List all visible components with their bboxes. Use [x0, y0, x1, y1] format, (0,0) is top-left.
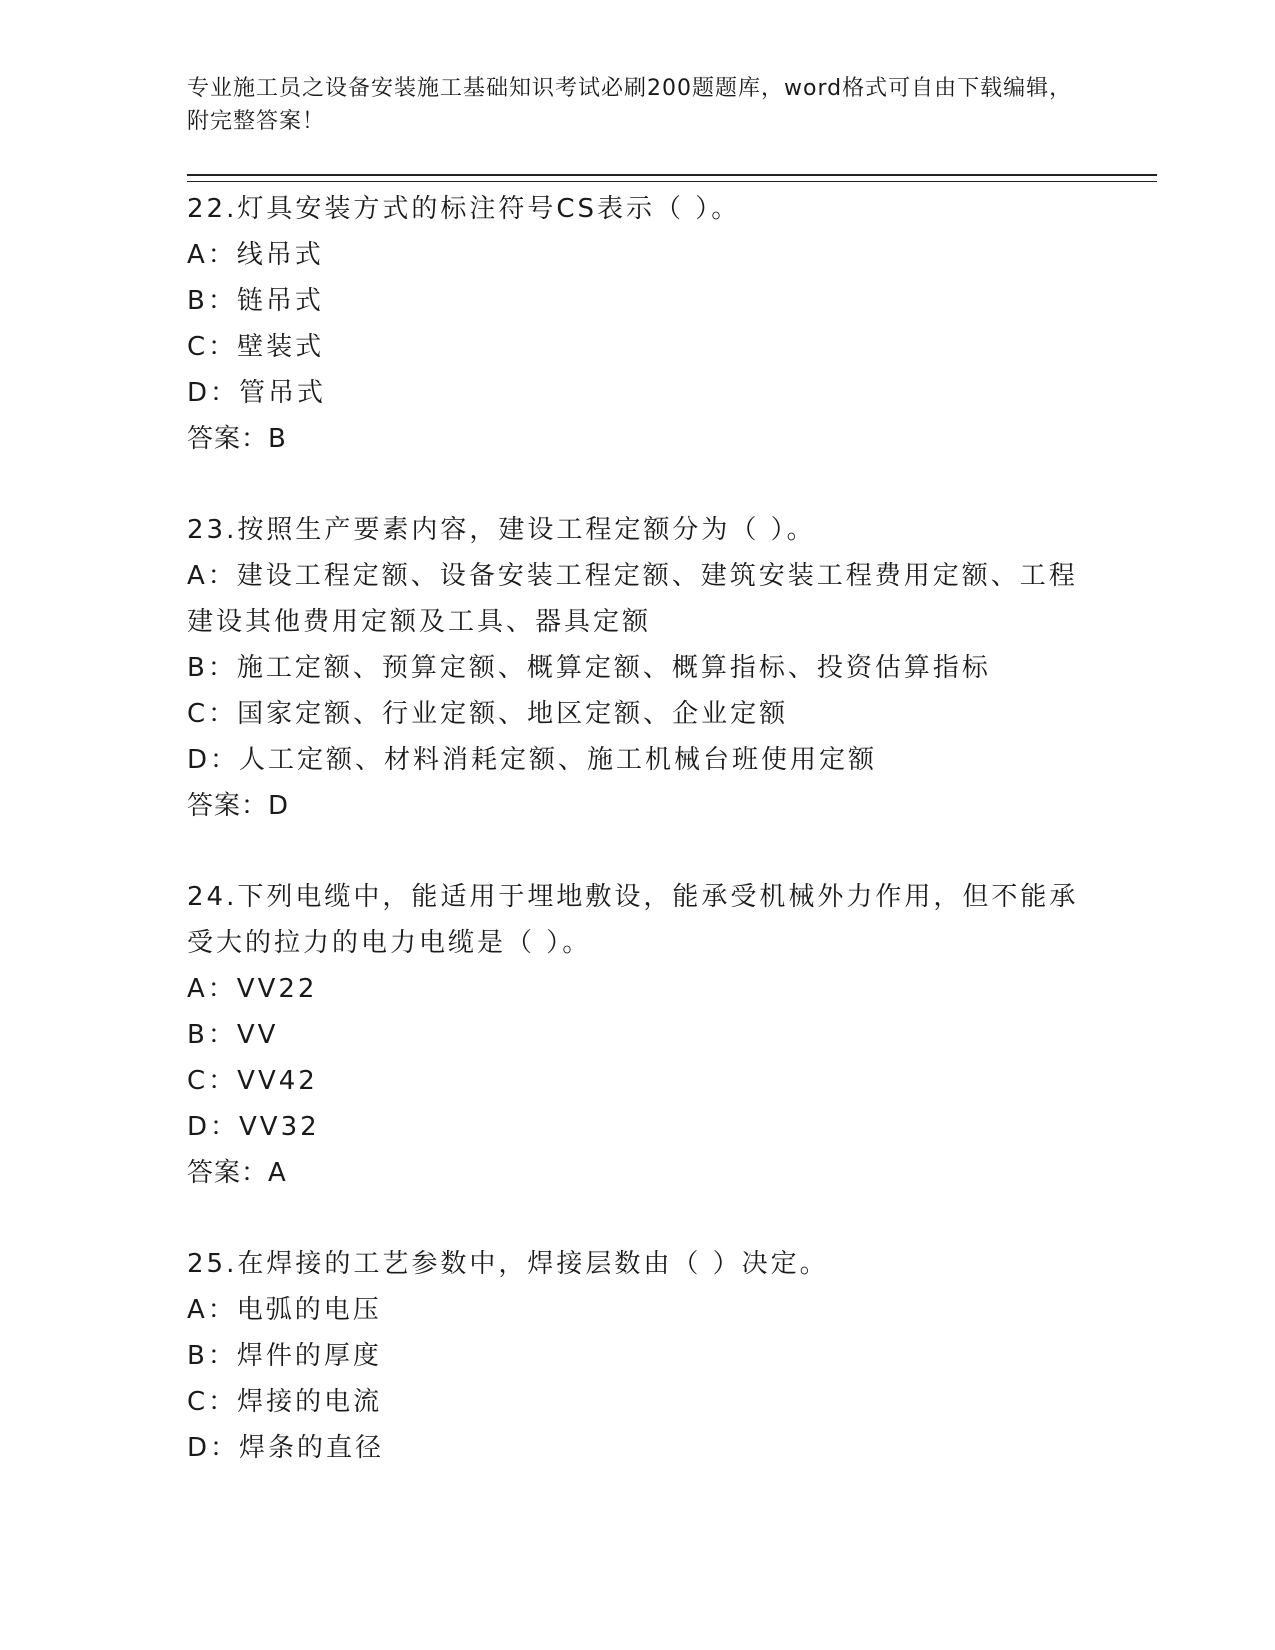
header-divider [187, 174, 1157, 182]
option-c: C：VV42 [187, 1066, 318, 1096]
option-c: C：国家定额、行业定额、地区定额、企业定额 [187, 699, 789, 729]
option-b: B：施工定额、预算定额、概算定额、概算指标、投资估算指标 [187, 653, 991, 683]
option-a: A：VV22 [187, 974, 318, 1004]
answer: 答案：A [187, 1158, 287, 1188]
option-d: D：焊条的直径 [187, 1433, 385, 1463]
document-page [187, 72, 1157, 1471]
question-text: 23.按照生产要素内容，建设工程定额分为（ ）。 [187, 515, 816, 545]
question-25 [187, 1241, 1157, 1471]
question-22 [187, 186, 1157, 462]
option-a: A：建设工程定额、设备安装工程定额、建筑安装工程费用定额、工程建设其他费用定额及工具、器具定额 [187, 561, 1078, 637]
option-d: D：VV32 [187, 1112, 320, 1142]
question-text: 25.在焊接的工艺参数中，焊接层数由（ ）决定。 [187, 1249, 829, 1279]
question-text: 24.下列电缆中，能适用于埋地敷设，能承受机械外力作用，但不能承受大的拉力的电力电缆是（ ）。 [187, 882, 1079, 958]
answer: 答案：D [187, 791, 290, 821]
answer: 答案：B [187, 424, 287, 454]
option-d: D：管吊式 [187, 378, 327, 408]
option-a: A：线吊式 [187, 240, 324, 270]
option-c: C：壁装式 [187, 332, 325, 362]
option-a: A：电弧的电压 [187, 1295, 382, 1325]
question-23 [187, 507, 1157, 829]
option-b: B：链吊式 [187, 286, 324, 316]
question-24 [187, 874, 1157, 1196]
option-d: D：人工定额、材料消耗定额、施工机械台班使用定额 [187, 745, 878, 775]
question-text: 22.灯具安装方式的标注符号CS表示（ ）。 [187, 194, 741, 224]
option-b: B：焊件的厚度 [187, 1341, 382, 1371]
option-b: B：VV [187, 1020, 279, 1050]
document-header: 专业施工员之设备安装施工基础知识考试必刷200题题库，word格式可自由下载编辑，附完整答案！ [187, 76, 1073, 134]
option-c: C：焊接的电流 [187, 1387, 383, 1417]
